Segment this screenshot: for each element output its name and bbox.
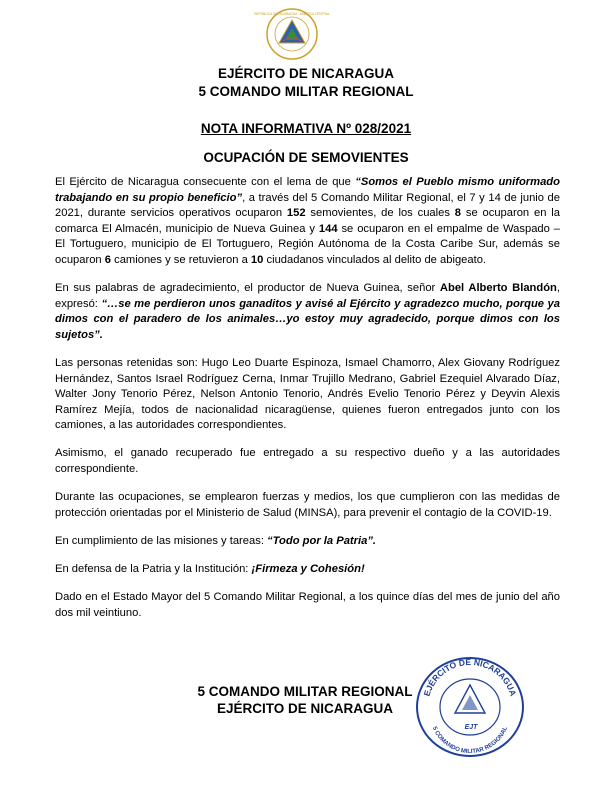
document-body [55, 175, 560, 634]
document-title: NOTA INFORMATIVA Nº 028/2021 [200, 121, 412, 136]
document-subject: OCUPACIÓN DE SEMOVIENTES [203, 150, 409, 165]
official-stamp-icon [414, 655, 526, 759]
signature-line-1: 5 COMANDO MILITAR REGIONAL [197, 684, 413, 699]
paragraph-1: El Ejército de Nicaragua consecuente con el lema de que “Somos el Pueblo mismo uniformado trabajando en su propio beneficio”, a través del 5 Comando Militar Regional, el 7 y 14 de junio de 2021, durante servicios operativos ocuparon 152 semovientes, de los cuales 8 se ocuparon en la comarca El Almacén, municipio de Nueva Guinea y 144 se ocuparon en el empalme de Waspado – El Tortuguero, municipio de El Tortuguero, Región Autónoma de la Costa Caribe Sur, además se ocuparon 6 camiones y se retuvieron a 10 ciudadanos vinculados al delito de abigeato. [55, 176, 561, 266]
paragraph-5: Durante las ocupaciones, se emplearon fuerzas y medios, los que cumplieron con las medidas de protección orientadas por el Ministerio de Salud (MINSA), para prevenir el contagio de la COVID-19. [55, 491, 560, 519]
paragraph-6: En cumplimiento de las misiones y tareas: “Todo por la Patria”. [55, 534, 377, 547]
national-seal-icon [254, 8, 330, 60]
paragraph-7: En defensa de la Patria y la Institución: ¡Firmeza y Cohesión! [55, 562, 365, 575]
regional-command-name: 5 COMANDO MILITAR REGIONAL [198, 84, 414, 99]
organization-name: EJÉRCITO DE NICARAGUA [217, 66, 395, 81]
paragraph-3: Las personas retenidas son: Hugo Leo Duarte Espinoza, Ismael Chamorro, Alex Giovany Rodríguez Hernández, Santos Israel Rodríguez Cerna, Inmar Trujillo Medrano, Gabriel Ezequiel Alvarado Díaz, Walter Jony Tenorio Pérez, Nelson Antonio Tenorio, Andrés Evelio Tenorio Pérez y Deyvin Alexis Ramírez Mejía, todos de nacionalidad nicaragüense, quienes fueron entregados junto con los camiones, a las autoridades correspondientes. [55, 356, 560, 432]
seal-text: REPÚBLICA DE NICARAGUA · AMÉRICA CENTRAL [254, 12, 330, 16]
stamp-outer-text: EJÉRCITO DE NICARAGUA [421, 656, 519, 698]
paragraph-2: En sus palabras de agradecimiento, el productor de Nueva Guinea, señor Abel Alberto Blandón, expresó: “…se me perdieron unos ganaditos y avisé al Ejército y agradezco mucho, porque ya dimos con el paradero de los animales…yo estoy muy agradecido, porque dimos con los sujetos”. [55, 282, 561, 341]
paragraph-8: Dado en el Estado Mayor del 5 Comando Militar Regional, a los quince días del mes de junio del año dos mil veintiuno. [55, 590, 560, 619]
stamp-center-text: EJT [464, 724, 478, 731]
stamp-bottom-text: 5 COMANDO MILITAR REGIONAL [430, 725, 510, 756]
signature-line-2: EJÉRCITO DE NICARAGUA [216, 701, 394, 716]
paragraph-4: Asimismo, el ganado recuperado fue entregado a su respectivo dueño y a las autoridades correspondiente. [55, 447, 560, 475]
